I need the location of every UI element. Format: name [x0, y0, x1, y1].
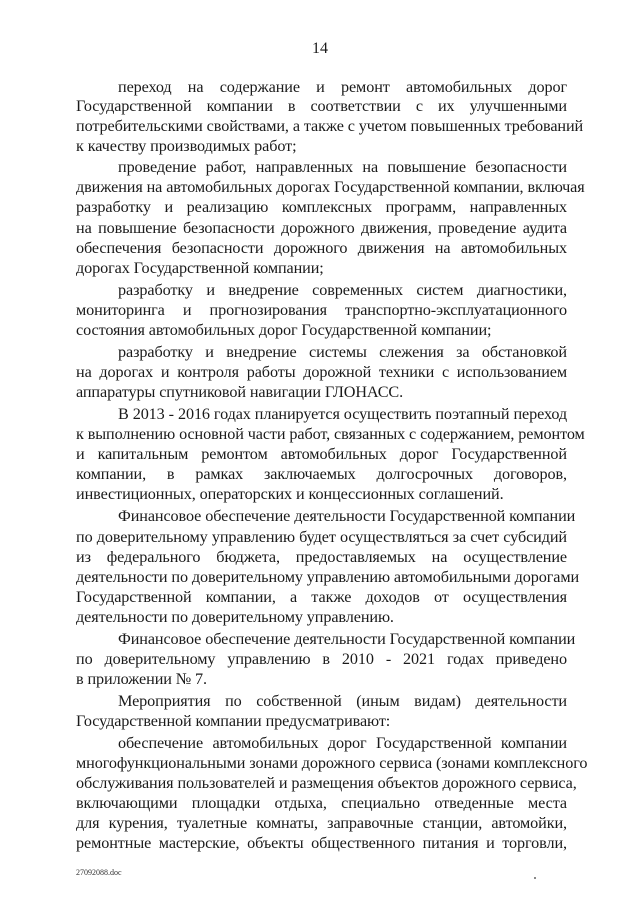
- page-number: 14: [312, 40, 328, 57]
- text-line: на повышение безопасности дорожного движения, проведение аудита: [76, 219, 567, 237]
- text-line: Финансовое обеспечение деятельности Государственной компании: [118, 507, 576, 525]
- text-line: в приложении № 7.: [76, 670, 208, 688]
- text-line: обслуживания пользователей и размещения объектов дорожного сервиса,: [76, 774, 577, 792]
- scan-mark: [534, 877, 536, 879]
- text-line: обеспечения безопасности дорожного движения на автомобильных: [76, 239, 567, 257]
- text-line: переход на содержание и ремонт автомобильных дорог: [118, 78, 567, 96]
- text-line: обеспечение автомобильных дорог Государственной компании: [118, 734, 567, 752]
- text-line: компании, в рамках заключаемых долгосрочных договоров,: [76, 465, 567, 483]
- text-line: состояния автомобильных дорог Государственной компании;: [76, 321, 492, 339]
- text-line: Государственной компании, а также доходов от осуществления: [76, 588, 567, 606]
- text-line: многофункциональными зонами дорожного сервиса (зонами комплексного: [76, 754, 588, 772]
- text-line: Государственной компании в соответствии с их улучшенными: [76, 97, 567, 115]
- text-line: и капитальным ремонтом автомобильных дорог Государственной: [76, 445, 567, 463]
- text-line: разработку и внедрение современных систем диагностики,: [118, 281, 567, 299]
- text-line: по доверительному управлению будет осуществляться за счет субсидий: [76, 528, 567, 546]
- text-line: для курения, туалетные комнаты, заправочные станции, автомойки,: [76, 814, 567, 832]
- text-line: к качеству производимых работ;: [76, 137, 297, 155]
- text-line: потребительскими свойствами, а также с учетом повышенных требований: [76, 117, 584, 135]
- text-line: В 2013 - 2016 годах планируется осуществить поэтапный переход: [118, 405, 567, 423]
- text-line: по доверительному управлению в 2010 - 2021 годах приведено: [76, 650, 567, 668]
- text-line: ремонтные мастерские, объекты общественного питания и торговли,: [76, 834, 567, 852]
- text-line: инвестиционных, операторских и концессионных соглашений.: [76, 485, 504, 503]
- text-line: мониторинга и прогнозирования транспортно-эксплуатационного: [76, 301, 567, 319]
- text-line: Мероприятия по собственной (иным видам) деятельности: [118, 692, 567, 710]
- text-line: из федерального бюджета, предоставляемых на осуществление: [76, 548, 567, 566]
- text-line: Финансовое обеспечение деятельности Государственной компании: [118, 630, 576, 648]
- text-line: аппаратуры спутниковой навигации ГЛОНАСС.: [76, 383, 404, 401]
- text-line: проведение работ, направленных на повышение безопасности: [118, 158, 567, 176]
- footer-file-code: 27092088.doc: [76, 868, 122, 877]
- text-line: Государственной компании предусматривают:: [76, 712, 391, 730]
- text-line: разработку и реализацию комплексных программ, направленных: [76, 198, 567, 216]
- text-line: дорогах Государственной компании;: [76, 259, 324, 277]
- text-line: включающими площадки отдыха, специально отведенные места: [76, 794, 567, 812]
- text-line: к выполнению основной части работ, связанных с содержанием, ремонтом: [76, 425, 585, 443]
- text-line: на дорогах и контроля работы дорожной техники с использованием: [76, 363, 567, 381]
- text-line: деятельности по доверительному управлению автомобильными дорогами: [76, 568, 580, 586]
- text-line: разработку и внедрение системы слежения за обстановкой: [118, 343, 567, 361]
- text-line: движения на автомобильных дорогах Государственной компании, включая: [76, 178, 585, 196]
- text-line: деятельности по доверительному управлению.: [76, 608, 394, 626]
